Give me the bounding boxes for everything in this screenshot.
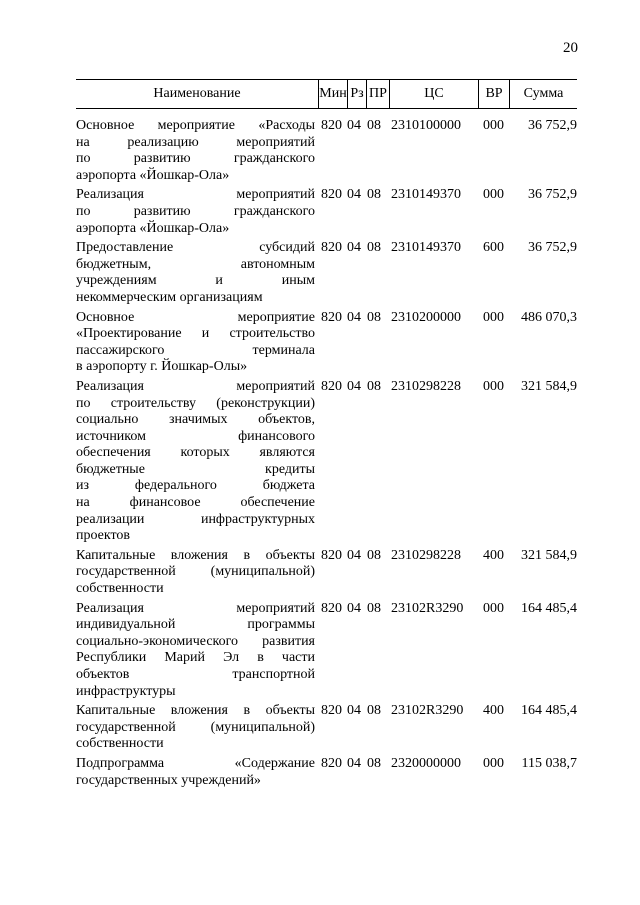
header-pr: ПР xyxy=(369,86,387,101)
row-name-line: собственности xyxy=(76,736,164,752)
row-name-line: по развитию гражданского xyxy=(76,203,315,219)
row-name-line: Реализация мероприятий xyxy=(76,187,315,203)
row-name-line: по строительству (реконструкции) xyxy=(76,395,315,411)
row-sum: 486 070,3 xyxy=(521,309,577,325)
row-min: 820 xyxy=(321,703,342,719)
row-pr: 08 xyxy=(367,240,381,256)
row-vr: 000 xyxy=(483,118,504,133)
row-codes xyxy=(315,601,577,701)
row-rz: 04 xyxy=(347,187,361,203)
row-name-line: собственности xyxy=(76,581,164,597)
row-name-line: Реализация мероприятий xyxy=(76,378,315,394)
table-row xyxy=(76,240,577,306)
row-name-line: на финансовое обеспечение xyxy=(76,495,315,511)
row-min: 820 xyxy=(321,187,342,203)
row-pr: 08 xyxy=(367,309,381,325)
header-vr: ВР xyxy=(485,86,503,101)
row-name xyxy=(76,240,315,306)
row-name-line: социально значимых объектов, xyxy=(76,412,315,428)
table-body xyxy=(76,118,577,792)
row-name-line: реализации инфраструктурных xyxy=(76,511,315,527)
row-pr: 08 xyxy=(367,703,381,719)
header-min: Мин xyxy=(319,86,347,101)
row-sum: 36 752,9 xyxy=(528,187,577,203)
row-vr: 400 xyxy=(483,703,504,719)
table-row xyxy=(76,548,577,598)
row-name-line: Основное мероприятие xyxy=(76,309,315,325)
row-vr: 000 xyxy=(483,600,504,616)
row-name xyxy=(76,703,315,753)
row-vr: 000 xyxy=(483,309,504,325)
row-name-line: Республики Марий Эл в части xyxy=(76,650,315,666)
row-vr: 000 xyxy=(483,187,504,203)
row-name xyxy=(76,118,315,184)
row-name xyxy=(76,310,315,376)
row-name xyxy=(76,601,315,701)
row-sum: 36 752,9 xyxy=(528,240,577,256)
row-name-line: государственной (муниципальной) xyxy=(76,719,315,735)
row-codes xyxy=(315,379,577,545)
row-name-line: Подпрограмма «Содержание xyxy=(76,755,315,771)
row-name-line: индивидуальной программы xyxy=(76,617,315,633)
row-rz: 04 xyxy=(347,309,361,325)
row-name-line: учреждениям и иным xyxy=(76,273,315,289)
row-cs: 2310149370 xyxy=(391,240,461,256)
row-name-line: бюджетные кредиты xyxy=(76,461,315,477)
row-name xyxy=(76,379,315,545)
row-name-line: объектов транспортной xyxy=(76,667,315,682)
row-name xyxy=(76,756,315,789)
row-min: 820 xyxy=(321,240,342,256)
row-min: 820 xyxy=(321,600,342,616)
row-sum: 115 038,7 xyxy=(521,755,577,771)
row-name-line: на реализацию мероприятий xyxy=(76,134,315,150)
row-rz: 04 xyxy=(347,240,361,256)
row-vr: 400 xyxy=(483,547,504,563)
row-name-line: из федерального бюджета xyxy=(76,478,315,494)
row-rz: 04 xyxy=(347,600,361,616)
row-rz: 04 xyxy=(347,703,361,719)
row-name-line: Капитальные вложения в объекты xyxy=(76,703,315,719)
row-cs: 23102R3290 xyxy=(391,703,464,719)
row-pr: 08 xyxy=(367,547,381,563)
header-sum: Сумма xyxy=(523,86,564,101)
row-name xyxy=(76,548,315,598)
row-cs: 2320000000 xyxy=(391,755,461,771)
page-number: 20 xyxy=(563,40,578,56)
row-name-line: Основное мероприятие «Расходы xyxy=(76,118,315,133)
row-codes xyxy=(315,240,577,306)
row-name-line: социально-экономического развития xyxy=(76,633,315,649)
row-name-line: Предоставление субсидий xyxy=(76,240,315,256)
row-rz: 04 xyxy=(347,378,361,394)
header-cs: ЦС xyxy=(424,86,444,101)
row-codes xyxy=(315,548,577,598)
row-name-line: Капитальные вложения в объекты xyxy=(76,547,315,563)
row-name-line: некоммерческим организациям xyxy=(76,289,263,305)
row-pr: 08 xyxy=(367,600,381,616)
row-cs: 2310200000 xyxy=(391,309,461,325)
row-min: 820 xyxy=(321,547,342,563)
row-pr: 08 xyxy=(367,755,381,771)
row-name-line: по развитию гражданского xyxy=(76,151,315,167)
table-row xyxy=(76,756,577,789)
row-vr: 600 xyxy=(483,240,504,256)
header-rz: Рз xyxy=(350,86,364,101)
row-name-line: бюджетным, автономным xyxy=(76,256,315,272)
row-name-line: источником финансового xyxy=(76,428,315,444)
row-cs: 2310149370 xyxy=(391,187,461,203)
row-name-line: государственных учреждений» xyxy=(76,772,261,788)
row-codes xyxy=(315,310,577,376)
row-sum: 321 584,9 xyxy=(521,378,577,394)
table-row xyxy=(76,187,577,237)
table-row xyxy=(76,379,577,545)
row-codes xyxy=(315,703,577,753)
table-row xyxy=(76,703,577,753)
row-sum: 164 485,4 xyxy=(521,703,577,719)
row-name-line: аэропорта «Йошкар-Ола» xyxy=(76,167,230,183)
row-min: 820 xyxy=(321,309,342,325)
row-pr: 08 xyxy=(367,378,381,394)
row-cs: 2310100000 xyxy=(391,118,461,133)
row-name-line: проектов xyxy=(76,528,131,544)
row-rz: 04 xyxy=(347,547,361,563)
row-name-line: обеспечения которых являются xyxy=(76,445,315,461)
row-name-line: инфраструктуры xyxy=(76,683,176,699)
row-vr: 000 xyxy=(483,378,504,394)
row-sum: 164 485,4 xyxy=(521,600,577,616)
row-pr: 08 xyxy=(367,187,381,203)
row-name-line: государственной (муниципальной) xyxy=(76,564,315,580)
row-name-line: в аэропорту г. Йошкар-Олы» xyxy=(76,359,248,375)
header-name: Наименование xyxy=(153,86,241,101)
row-min: 820 xyxy=(321,118,342,133)
row-pr: 08 xyxy=(367,118,381,133)
row-codes xyxy=(315,756,577,789)
row-sum: 321 584,9 xyxy=(521,547,577,563)
row-name-line: Реализация мероприятий xyxy=(76,600,315,616)
row-name xyxy=(76,187,315,237)
row-vr: 000 xyxy=(483,755,504,771)
row-codes xyxy=(315,118,577,184)
row-name-line: аэропорта «Йошкар-Ола» xyxy=(76,220,230,236)
row-name-line: пассажирского терминала xyxy=(76,342,315,358)
row-rz: 04 xyxy=(347,118,361,133)
table-row xyxy=(76,601,577,701)
row-min: 820 xyxy=(321,755,342,771)
row-sum: 36 752,9 xyxy=(528,118,577,133)
row-cs: 2310298228 xyxy=(391,378,461,394)
row-cs: 23102R3290 xyxy=(391,600,464,616)
table-row xyxy=(76,118,577,184)
row-rz: 04 xyxy=(347,755,361,771)
table-header xyxy=(76,79,577,109)
row-cs: 2310298228 xyxy=(391,547,461,563)
row-name-line: «Проектирование и строительство xyxy=(76,326,315,342)
row-codes xyxy=(315,187,577,237)
table-row xyxy=(76,310,577,376)
row-min: 820 xyxy=(321,378,342,394)
